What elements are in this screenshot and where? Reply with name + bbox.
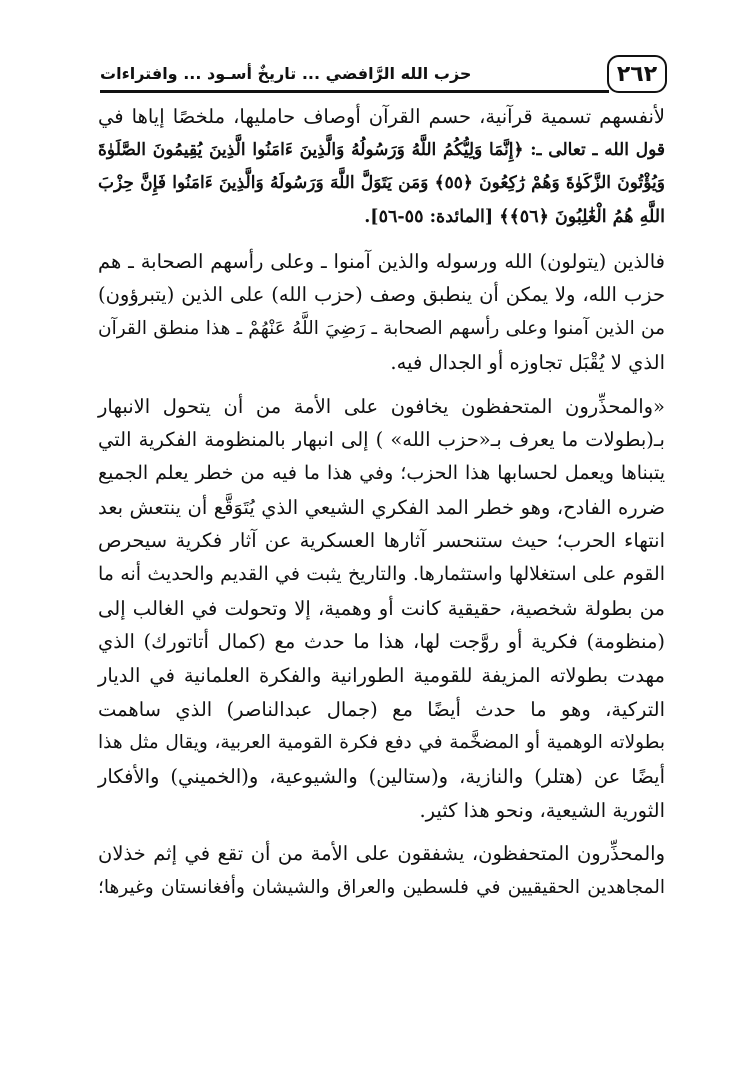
paragraph-1	[98, 100, 665, 235]
text-line: بطولاته الوهمية أو المضخَّمة في دفع فكرة القومية العربية، ويقال مثل هذا	[98, 732, 665, 754]
quran-verse-line: وَيُؤْتُونَ الزَّكَوٰةَ وَهُمْ رَٰكِعُونَ ﴿٥٥﴾ وَمَن يَتَوَلَّ اللَّهَ وَرَسُولَهُ وَالَّذِينَ ءَامَنُوا فَإِنَّ حِزْبَ	[98, 173, 666, 194]
text-line: انتهاء الحرب؛ حيث ستنحسر آثارها العسكرية عن آثار فكرية سيحرص	[98, 529, 665, 553]
page-number: ٢٦٢	[607, 55, 667, 93]
running-title: حزب الله الرَّافضي ... تاريخٌ أسـود ... وافتراءات	[100, 64, 472, 83]
paragraph-4	[98, 837, 665, 904]
text-line: يتبناها ويعمل لحسابها هذا الحزب؛ وفي هذا ما فيه من خطر يعلم الجميع	[98, 461, 665, 484]
text-line: فالذين (يتولون) الله ورسوله والذين آمنوا ـ وعلى رأسهم الصحابة ـ هم	[98, 249, 665, 273]
text-line: (منظومة) فكرية أو روَّجت لها، هذا ما حدث مع (كمال أتاتورك) الذي	[98, 630, 665, 654]
quran-verse-line: اللَّهِ هُمُ الْغَٰلِبُونَ ﴿٥٦﴾﴾ [المائدة: ٥٥-٥٦].	[364, 207, 665, 228]
text-line: مهدت بطولاته المزيفة للقومية الطورانية والفكرة العلمانية في الديار	[98, 664, 665, 687]
paragraph-2	[98, 245, 665, 380]
text-line: المجاهدين الحقيقيين في فلسطين والعراق والشيشان وأفغانستان وغيرها؛	[98, 877, 665, 899]
text-line: من بطولة شخصية، حقيقية كانت أو وهمية، إلا وتحولت في الغالب إلى	[98, 596, 665, 620]
text-line: التركية، وهو ما حدث أيضًا مع (جمال عبدالناصر) الذي ساهمت	[98, 697, 665, 721]
text-line: الثورية الشيعية، ونحو هذا كثير.	[419, 798, 665, 822]
paragraph-3-quotation	[98, 390, 665, 828]
page-header	[100, 50, 667, 95]
text-line: القوم على استغلالها واستثمارها. والتاريخ يثبت في القديم والحديث أنه ما	[98, 562, 665, 585]
text-line: أيضًا عن (هتلر) والنازية، و(ستالين) والشيوعية، و(الخميني) والأفكار	[98, 765, 665, 789]
text-line: الذي لا يُقْبَل تجاوزه أو الجدال فيه.	[390, 350, 665, 374]
quran-verse-line: قول الله ـ تعالى ـ: ﴿إِنَّمَا وَلِيُّكُمُ اللَّهُ وَرَسُولُهُ وَالَّذِينَ ءَامَنُوا الَّذِينَ يُقِيمُونَ الصَّلَوٰةَ	[98, 139, 665, 160]
text-line: لأنفسهم تسمية قرآنية، حسم القرآن أوصاف حامليها، ملخصًا إياها في	[98, 105, 665, 128]
text-line: ضرره الفادح، وهو خطر المد الفكري الشيعي الذي يُتَوَقَّع أن ينتعش بعد	[98, 495, 665, 519]
text-line: من الذين آمنوا وعلى رأسهم الصحابة ـ رَضِيَ اللَّهُ عَنْهُمْ ـ هذا منطق القرآن	[98, 318, 665, 340]
body-text	[98, 100, 665, 905]
header-rule	[100, 90, 609, 93]
text-line: بـ(بطولات ما يعرف بـ«حزب الله» ) إلى انبهار بالمنظومة الفكرية التي	[98, 428, 665, 452]
text-line: حزب الله، ولا يمكن أن ينطبق وصف (حزب الله) على الذين (يتبرؤون)	[98, 283, 665, 307]
text-line: «والمحذِّرون المتحفظون يخافون على الأمة من أن يتحول الانبهار	[98, 394, 665, 418]
text-line: والمحذِّرون المتحفظون، يشفقون على الأمة من أن تقع في إثم خذلان	[98, 842, 665, 866]
